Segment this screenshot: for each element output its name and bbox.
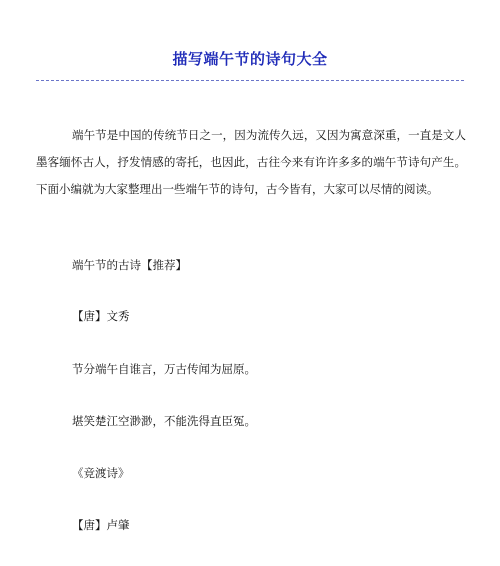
title-divider bbox=[36, 80, 464, 81]
section-heading: 端午节的古诗【推荐】 bbox=[72, 258, 187, 272]
poem-line-1: 节分端午自谁言，万古传闻为屈原。 bbox=[72, 362, 256, 376]
poem-title: 《竞渡诗》 bbox=[72, 466, 130, 480]
intro-paragraph: 端午节是中国的传统节日之一，因为流传久远，又因为寓意深重，一直是文人墨客缅怀古人，抒发情感的寄托，也因此，古往今来有许许多多的端午节诗句产生。下面小编就为大家整理出一些端午节的诗句，古今皆有，大家可以尽情的阅读。 bbox=[36, 128, 466, 196]
poem-author: 【唐】文秀 bbox=[72, 309, 130, 323]
page-title: 描写端午节的诗句大全 bbox=[172, 50, 328, 68]
poem-line-2: 堪笑楚江空渺渺，不能洗得直臣冤。 bbox=[72, 414, 256, 428]
poem-author-2: 【唐】卢肇 bbox=[72, 518, 130, 532]
